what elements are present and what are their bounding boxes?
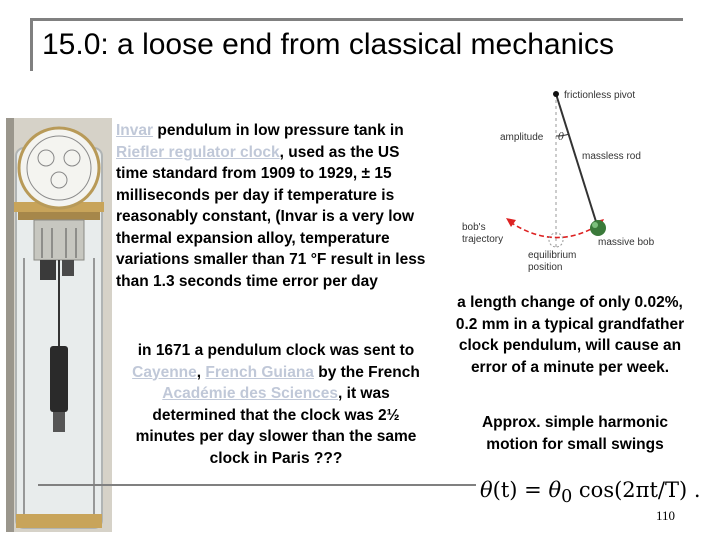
slide-title: 15.0: a loose end from classical mechanics (42, 28, 614, 61)
massive-bob (590, 220, 606, 236)
riefler-paragraph (116, 120, 432, 292)
riefler-clock-link[interactable]: Riefler regulator clock (116, 143, 280, 161)
trajectory-label-1: bob's (462, 222, 486, 233)
riefler-text-1: pendulum in low pressure tank in (153, 122, 404, 139)
cayenne-text-1: in 1671 a pendulum clock was sent to (137, 342, 415, 359)
eq-lhs-func: θ (480, 478, 493, 502)
eq-sub0: 0 (561, 487, 573, 508)
rod-label: massless rod (582, 151, 641, 162)
pivot-label: frictionless pivot (564, 90, 636, 101)
riefler-text-2: , used as the US time standard from 1909 to 1929, ± 15 milliseconds per day if temperature is reasonably constant, (Invar is a very low thermal expansion alloy, temperature variations smaller than 71 °F result in less than 1.3 seconds time error per day (116, 143, 426, 290)
eq-theta0: θ (548, 478, 562, 502)
pendulum-diagram (458, 82, 708, 274)
bob-label: massive bob (598, 237, 655, 248)
theta-label: θ (558, 132, 565, 143)
page-number: 110 (656, 508, 676, 523)
eq-arg: (2πt/T) (614, 478, 688, 502)
academie-link[interactable]: Académie des Sciences (162, 385, 339, 402)
equilibrium-label-1: equilibrium (528, 250, 577, 261)
cayenne-paragraph (128, 340, 424, 469)
cayenne-text-2: , (196, 363, 206, 381)
eq-dot: . (687, 478, 701, 502)
riefler-clock-photo (6, 118, 112, 532)
pivot-point (553, 91, 559, 97)
trajectory-arrow-left (506, 218, 516, 227)
trajectory-label-2: trajectory (462, 234, 504, 245)
amplitude-label: amplitude (500, 132, 544, 143)
trajectory-arc (510, 222, 600, 238)
shm-paragraph: Approx. simple harmonic motion for small swings (481, 414, 669, 453)
cayenne-text-4: , it was determined that the clock was 2½ minutes per day slower than the same clock in Paris ??? (135, 385, 417, 467)
eq-lhs-arg: (t) (492, 478, 518, 502)
french-guiana-link[interactable]: French Guiana (205, 363, 314, 381)
invar-link[interactable]: Invar (116, 122, 154, 139)
cayenne-text-3: by the French (313, 363, 420, 381)
pendulum-equation (476, 478, 705, 507)
cayenne-link[interactable]: Cayenne (132, 363, 197, 381)
equilibrium-label-2: position (528, 262, 563, 273)
eq-cos: cos (572, 478, 615, 502)
eq-equals: = (517, 478, 549, 502)
length-change-paragraph: a length change of only 0.02%, 0.2 mm in a typical grandfather clock pendulum, will cause an error of a minute per week. (455, 294, 685, 376)
